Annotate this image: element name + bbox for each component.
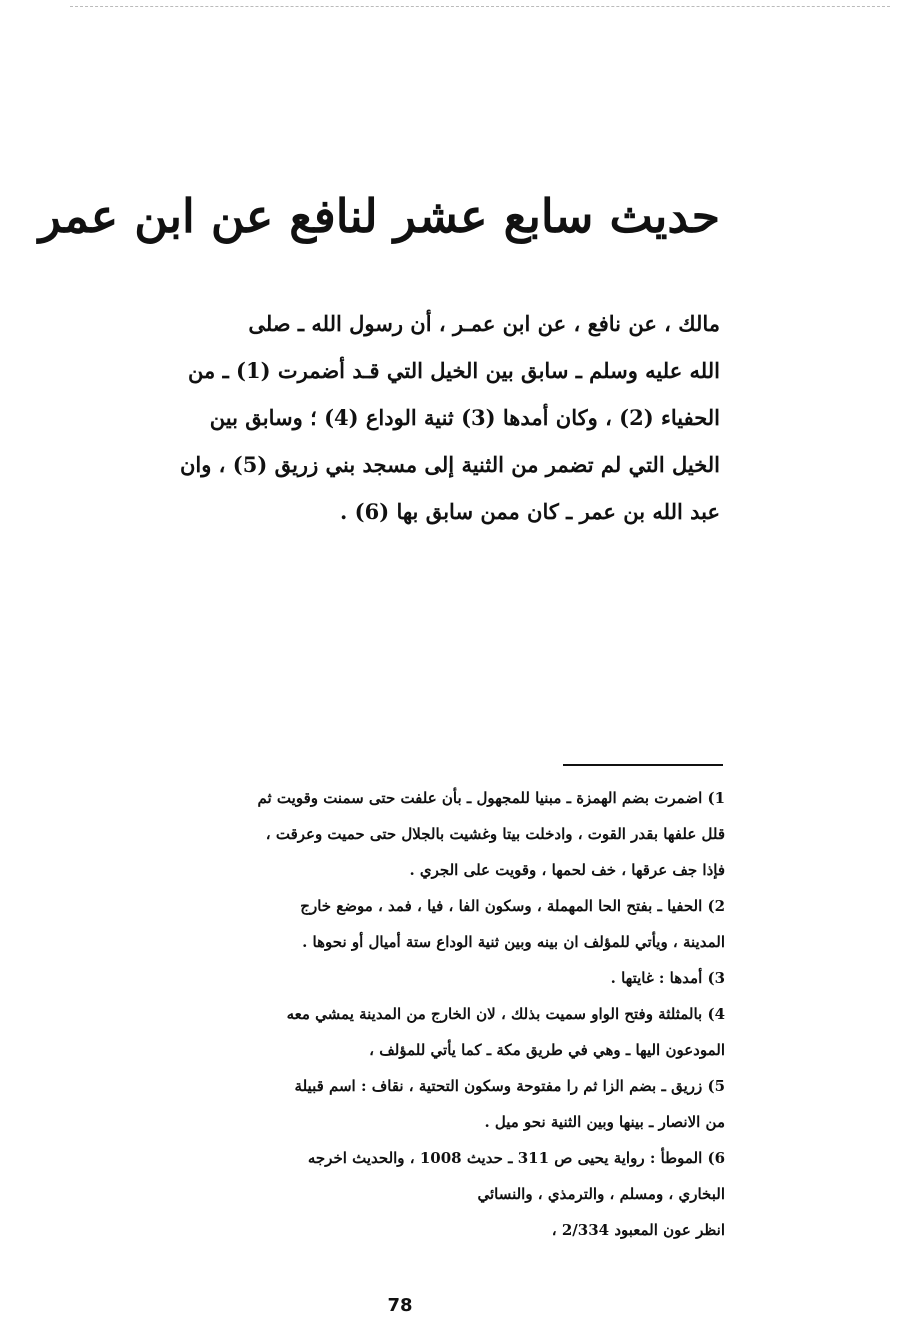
- footnote-2-line-2: المدينة ، ويأتي للمؤلف ان بينه وبين ثنية الوداع ستة أميال أو نحوها .: [302, 933, 725, 951]
- footnote-6-line-1: 6) الموطأ : رواية يحيى ص 311 ـ حديث 1008 ، والحديث اخرجه: [307, 1149, 725, 1167]
- top-edge-rule: [70, 6, 890, 7]
- footnote-4-line-1: 4) بالمثلثة وفتح الواو سميت بذلك ، لان الخارج من المدينة يمشي معه: [286, 1005, 725, 1023]
- footnote-6-line-2: البخاري ، ومسلم ، والترمذي ، والنسائي: [477, 1185, 725, 1203]
- footnote-1-line-3: فإذا جف عرقها ، خف لحمها ، وقويت على الجري .: [409, 861, 725, 879]
- hadith-text-line-5: عبد الله بن عمر ـ كان ممن سابق بها (6) .: [340, 499, 720, 524]
- footnotes: [75, 780, 725, 1248]
- footnote-1-line-1: 1) اضمرت بضم الهمزة ـ مبنيا للمجهول ـ بأن علفت حتى سمنت وقويت ثم: [257, 789, 725, 807]
- page-title: حديث سابع عشر لنافع عن ابن عمر: [38, 189, 720, 243]
- footnote-6-line-3: انظر عون المعبود 2/334 ،: [551, 1221, 725, 1239]
- footnote-1-line-2: قلل علفها بقدر القوت ، وادخلت بيتا وغشيت بالجلال حتى حميت وعرقت ،: [265, 825, 725, 843]
- footnote-5-line-2: من الانصار ـ بينها وبين الثنية نحو ميل .: [484, 1113, 725, 1131]
- footnote-3-line-1: 3) أمدها : غايتها .: [610, 969, 725, 987]
- footnote-4-line-2: المودعون اليها ـ وهي في طريق مكة ـ كما يأتي للمؤلف ،: [369, 1041, 725, 1059]
- hadith-text-line-4: الخيل التي لم تضمر من الثنية إلى مسجد بني زريق (5) ، وان: [179, 452, 720, 477]
- page-number: 78: [387, 1295, 413, 1316]
- footnote-2-line-1: 2) الحفيا ـ بفتح الحا المهملة ، وسكون الفا ، فيا ، فمد ، موضع خارج: [300, 897, 725, 915]
- footnote-separator: [563, 764, 723, 766]
- hadith-text-line-2: الله عليه وسلم ـ سابق بين الخيل التي قـد أضمرت (1) ـ من: [188, 358, 720, 383]
- hadith-text-line-1: مالك ، عن نافع ، عن ابن عمـر ، أن رسول الله ـ صلى: [248, 311, 720, 336]
- hadith-text-line-3: الحفياء (2) ، وكان أمدها (3) ثنية الوداع (4) ؛ وسابق بين: [209, 405, 720, 430]
- hadith-text: [80, 300, 720, 535]
- footnote-5-line-1: 5) زريق ـ بضم الزا ثم را مفتوحة وسكون التحتية ، نقاف : اسم قبيلة: [294, 1077, 725, 1095]
